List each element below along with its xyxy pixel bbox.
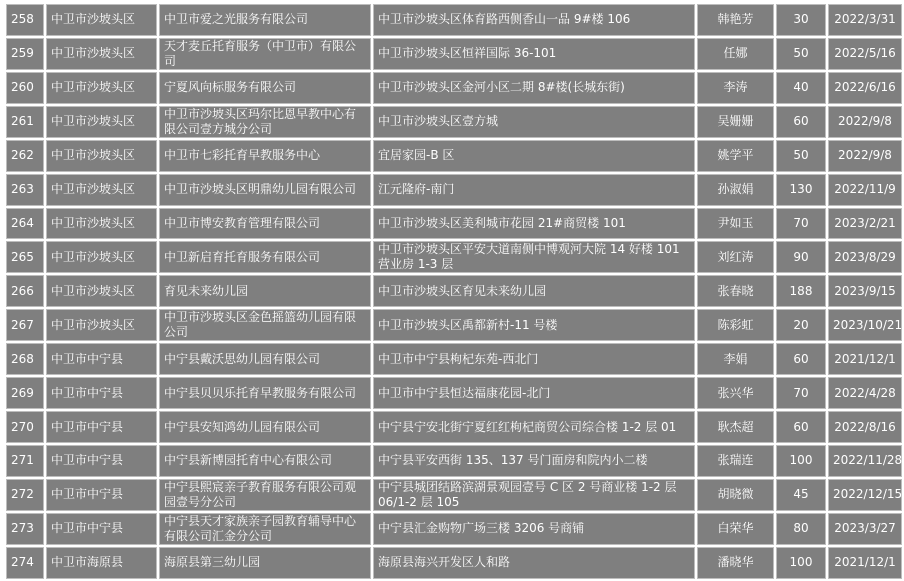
capacity-cell: 50	[776, 38, 826, 70]
address-cell: 中卫市沙坡头区育见未来幼儿园	[373, 275, 695, 307]
address-cell: 中宁县平安西街 135、137 号门面房和院内小二楼	[373, 445, 695, 477]
date-cell: 2022/9/8	[828, 140, 902, 172]
district-cell: 中卫市沙坡头区	[46, 38, 157, 70]
district-cell: 中卫市中宁县	[46, 377, 157, 409]
district-cell: 中卫市沙坡头区	[46, 4, 157, 36]
date-cell: 2021/12/1	[828, 547, 902, 579]
institution-name-cell: 中卫市爱之光服务有限公司	[159, 4, 371, 36]
institution-name-cell: 中卫市七彩托育早教服务中心	[159, 140, 371, 172]
district-cell: 中卫市中宁县	[46, 411, 157, 443]
table-row	[6, 343, 902, 375]
institution-name-cell: 中宁县天才家族亲子园教育辅导中心有限公司汇金分公司	[159, 513, 371, 545]
institution-name-cell: 中宁县新博园托育中心有限公司	[159, 445, 371, 477]
institution-name-cell: 中宁县安知鸿幼儿园有限公司	[159, 411, 371, 443]
district-cell: 中卫市中宁县	[46, 445, 157, 477]
institution-name-cell: 中宁县贝贝乐托育早教服务有限公司	[159, 377, 371, 409]
address-cell: 中卫市沙坡头区禹都新村-11 号楼	[373, 309, 695, 341]
table-row	[6, 513, 902, 545]
district-cell: 中卫市海原县	[46, 547, 157, 579]
date-cell: 2023/2/21	[828, 208, 902, 240]
capacity-cell: 100	[776, 547, 826, 579]
address-cell: 中卫市沙坡头区壹方城	[373, 106, 695, 138]
date-cell: 2022/8/16	[828, 411, 902, 443]
district-cell: 中卫市沙坡头区	[46, 208, 157, 240]
address-cell: 江元隆府-南门	[373, 174, 695, 206]
institution-name-cell: 海原县第三幼儿园	[159, 547, 371, 579]
row-number-cell: 262	[6, 140, 44, 172]
address-cell: 中卫市沙坡头区恒祥国际 36-101	[373, 38, 695, 70]
contact-person-cell: 陈彩虹	[697, 309, 774, 341]
row-number-cell: 267	[6, 309, 44, 341]
row-number-cell: 274	[6, 547, 44, 579]
institution-name-cell: 宁夏风向标服务有限公司	[159, 72, 371, 104]
row-number-cell: 272	[6, 479, 44, 511]
institution-name-cell: 中宁县熙宸亲子教育服务有限公司观园壹号分公司	[159, 479, 371, 511]
table-body	[6, 4, 902, 579]
district-cell: 中卫市沙坡头区	[46, 174, 157, 206]
date-cell: 2023/9/15	[828, 275, 902, 307]
district-cell: 中卫市沙坡头区	[46, 72, 157, 104]
contact-person-cell: 潘晓华	[697, 547, 774, 579]
table-row	[6, 547, 902, 579]
capacity-cell: 40	[776, 72, 826, 104]
institution-name-cell: 中卫市沙坡头区玛尔比恩早教中心有限公司壹方城分公司	[159, 106, 371, 138]
contact-person-cell: 耿杰超	[697, 411, 774, 443]
capacity-cell: 60	[776, 411, 826, 443]
table-row	[6, 106, 902, 138]
table-row	[6, 479, 902, 511]
contact-person-cell: 张兴华	[697, 377, 774, 409]
table-row	[6, 208, 902, 240]
capacity-cell: 70	[776, 208, 826, 240]
date-cell: 2022/11/9	[828, 174, 902, 206]
table-row	[6, 411, 902, 443]
table-row	[6, 377, 902, 409]
contact-person-cell: 刘红涛	[697, 241, 774, 273]
row-number-cell: 270	[6, 411, 44, 443]
table-row	[6, 38, 902, 70]
address-cell: 中卫市中宁县枸杞东苑-西北门	[373, 343, 695, 375]
contact-person-cell: 胡晓微	[697, 479, 774, 511]
table-row	[6, 72, 902, 104]
address-cell: 中宁县宁安北街宁夏红红枸杞商贸公司综合楼 1-2 层 01	[373, 411, 695, 443]
district-cell: 中卫市沙坡头区	[46, 140, 157, 172]
table-row	[6, 241, 902, 273]
address-cell: 中卫市沙坡头区体育路西侧香山一品 9#楼 106	[373, 4, 695, 36]
capacity-cell: 90	[776, 241, 826, 273]
row-number-cell: 260	[6, 72, 44, 104]
table-row	[6, 309, 902, 341]
capacity-cell: 130	[776, 174, 826, 206]
date-cell: 2022/5/16	[828, 38, 902, 70]
contact-person-cell: 韩艳芳	[697, 4, 774, 36]
address-cell: 中卫市沙坡头区金河小区二期 8#楼(长城东街)	[373, 72, 695, 104]
row-number-cell: 266	[6, 275, 44, 307]
capacity-cell: 60	[776, 106, 826, 138]
contact-person-cell: 张瑞连	[697, 445, 774, 477]
capacity-cell: 80	[776, 513, 826, 545]
district-cell: 中卫市沙坡头区	[46, 106, 157, 138]
row-number-cell: 261	[6, 106, 44, 138]
row-number-cell: 258	[6, 4, 44, 36]
address-cell: 宜居家园-B 区	[373, 140, 695, 172]
date-cell: 2023/10/21	[828, 309, 902, 341]
address-cell: 中宁县城团结路滨湖景观园壹号 C 区 2 号商业楼 1-2 层 06/1-2 层 105	[373, 479, 695, 511]
capacity-cell: 188	[776, 275, 826, 307]
childcare-institution-table	[4, 2, 904, 581]
capacity-cell: 100	[776, 445, 826, 477]
address-cell: 中卫市沙坡头区平安大道南侧中博观河大院 14 好楼 101 营业房 1-3 层	[373, 241, 695, 273]
capacity-cell: 20	[776, 309, 826, 341]
date-cell: 2022/12/15	[828, 479, 902, 511]
date-cell: 2022/11/28	[828, 445, 902, 477]
district-cell: 中卫市沙坡头区	[46, 241, 157, 273]
contact-person-cell: 白荣华	[697, 513, 774, 545]
contact-person-cell: 李涛	[697, 72, 774, 104]
row-number-cell: 271	[6, 445, 44, 477]
capacity-cell: 70	[776, 377, 826, 409]
institution-name-cell: 育见未来幼儿园	[159, 275, 371, 307]
table-row	[6, 174, 902, 206]
row-number-cell: 268	[6, 343, 44, 375]
institution-name-cell: 中卫市沙坡头区明鼎幼儿园有限公司	[159, 174, 371, 206]
row-number-cell: 269	[6, 377, 44, 409]
date-cell: 2022/6/16	[828, 72, 902, 104]
district-cell: 中卫市中宁县	[46, 343, 157, 375]
address-cell: 中卫市沙坡头区美利城市花园 21#商贸楼 101	[373, 208, 695, 240]
institution-name-cell: 中宁县戴沃思幼儿园有限公司	[159, 343, 371, 375]
district-cell: 中卫市沙坡头区	[46, 275, 157, 307]
date-cell: 2021/12/1	[828, 343, 902, 375]
capacity-cell: 30	[776, 4, 826, 36]
capacity-cell: 45	[776, 479, 826, 511]
institution-name-cell: 天才麦丘托育服务（中卫市）有限公司	[159, 38, 371, 70]
date-cell: 2023/3/27	[828, 513, 902, 545]
capacity-cell: 60	[776, 343, 826, 375]
table-row	[6, 140, 902, 172]
contact-person-cell: 吴姗姗	[697, 106, 774, 138]
institution-name-cell: 中卫新启育托育服务有限公司	[159, 241, 371, 273]
row-number-cell: 264	[6, 208, 44, 240]
table-row	[6, 275, 902, 307]
address-cell: 中卫市中宁县恒达福康花园-北门	[373, 377, 695, 409]
contact-person-cell: 李娟	[697, 343, 774, 375]
contact-person-cell: 孙淑娟	[697, 174, 774, 206]
address-cell: 中宁县汇金购物广场三楼 3206 号商铺	[373, 513, 695, 545]
date-cell: 2022/3/31	[828, 4, 902, 36]
table-row	[6, 4, 902, 36]
contact-person-cell: 尹如玉	[697, 208, 774, 240]
date-cell: 2023/8/29	[828, 241, 902, 273]
row-number-cell: 273	[6, 513, 44, 545]
contact-person-cell: 任娜	[697, 38, 774, 70]
date-cell: 2022/4/28	[828, 377, 902, 409]
date-cell: 2022/9/8	[828, 106, 902, 138]
row-number-cell: 265	[6, 241, 44, 273]
table-row	[6, 445, 902, 477]
contact-person-cell: 姚学平	[697, 140, 774, 172]
district-cell: 中卫市中宁县	[46, 513, 157, 545]
capacity-cell: 50	[776, 140, 826, 172]
address-cell: 海原县海兴开发区人和路	[373, 547, 695, 579]
district-cell: 中卫市沙坡头区	[46, 309, 157, 341]
institution-name-cell: 中卫市博安教育管理有限公司	[159, 208, 371, 240]
row-number-cell: 259	[6, 38, 44, 70]
district-cell: 中卫市中宁县	[46, 479, 157, 511]
institution-name-cell: 中卫市沙坡头区金色摇篮幼儿园有限公司	[159, 309, 371, 341]
contact-person-cell: 张春晓	[697, 275, 774, 307]
row-number-cell: 263	[6, 174, 44, 206]
